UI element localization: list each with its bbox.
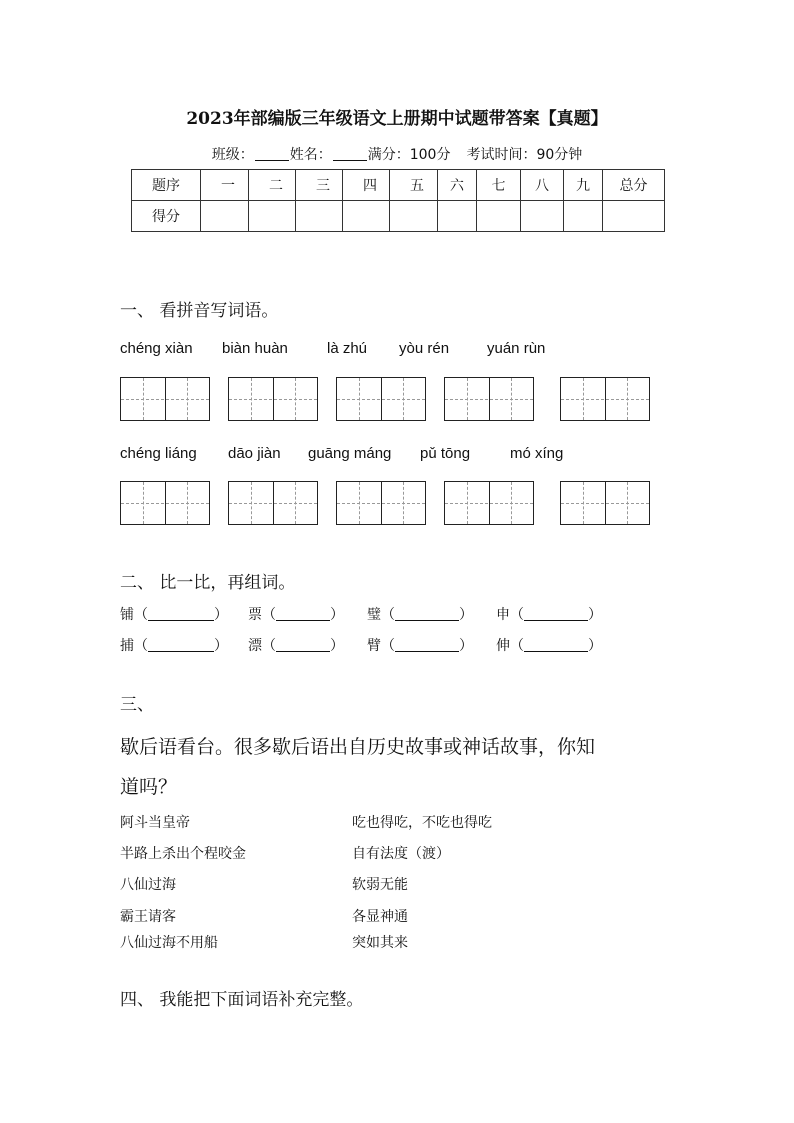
xiehouyu-left[interactable]: 八仙过海不用船: [120, 935, 218, 951]
pinyin-label: yuán rùn: [487, 340, 546, 357]
answer-blank[interactable]: [524, 606, 588, 621]
xiehouyu-left[interactable]: 八仙过海: [120, 877, 176, 893]
tianzige-box[interactable]: [120, 481, 210, 525]
pinyin-label: chéng liáng: [120, 445, 197, 462]
section2-title: 二、 比一比，再组词。: [120, 573, 296, 593]
exam-info: [0, 144, 794, 164]
compare-item: 捕（ ）: [120, 638, 228, 654]
compare-item: 申（ ）: [496, 607, 602, 623]
score-header-cell: 题序: [132, 170, 201, 201]
answer-blank[interactable]: [395, 606, 459, 621]
score-row-label: 得分: [132, 201, 201, 232]
class-blank[interactable]: [255, 146, 289, 161]
score-header-cell: 四: [343, 170, 390, 201]
score-table-header-row: [132, 170, 665, 201]
tianzige-box[interactable]: [336, 377, 426, 421]
pinyin-label: yòu rén: [399, 340, 450, 357]
score-cell[interactable]: [521, 201, 564, 232]
name-blank[interactable]: [333, 146, 367, 161]
xiehouyu-left[interactable]: 阿斗当皇帝: [120, 815, 190, 831]
tianzige-box[interactable]: [120, 377, 210, 421]
xiehouyu-left[interactable]: 霸王请客: [120, 909, 176, 925]
xiehouyu-right[interactable]: 吃也得吃，不吃也得吃: [352, 815, 492, 831]
tianzige-box[interactable]: [444, 481, 534, 525]
compare-item: 伸（ ）: [496, 638, 602, 654]
pinyin-label: pǔ tōng: [420, 445, 471, 462]
compare-item: 票（ ）: [248, 607, 344, 623]
section1-title: 一、 看拼音写词语。: [120, 301, 279, 321]
score-table-score-row: [132, 201, 665, 232]
answer-blank[interactable]: [395, 637, 459, 652]
score-cell[interactable]: [249, 201, 296, 232]
xiehouyu-right[interactable]: 各显神通: [352, 909, 408, 925]
section4-title: 四、 我能把下面词语补充完整。: [120, 990, 364, 1010]
exam-time: 考试时间：90分钟: [466, 147, 583, 163]
compare-item: 铺（ ）: [120, 607, 228, 623]
score-cell[interactable]: [343, 201, 390, 232]
score-header-cell: 六: [438, 170, 477, 201]
score-header-cell: 一: [201, 170, 249, 201]
tianzige-box[interactable]: [336, 481, 426, 525]
score-table: [131, 169, 665, 232]
score-header-cell: 五: [390, 170, 438, 201]
section3-prompt: 歇后语看台。很多歇后语出自历史故事或神话故事，你知: [120, 736, 596, 758]
class-label: 班级：: [211, 147, 254, 163]
full-score: 满分：100分: [367, 147, 451, 163]
pinyin-label: guāng máng: [308, 445, 392, 462]
score-cell[interactable]: [296, 201, 343, 232]
score-cell[interactable]: [564, 201, 603, 232]
score-header-cell: 九: [564, 170, 603, 201]
pinyin-label: là zhú: [327, 340, 368, 357]
score-cell[interactable]: [201, 201, 249, 232]
tianzige-box[interactable]: [560, 377, 650, 421]
answer-blank[interactable]: [148, 606, 214, 621]
xiehouyu-right[interactable]: 突如其来: [352, 935, 408, 951]
pinyin-label: chéng xiàn: [120, 340, 193, 357]
score-header-cell: 七: [477, 170, 521, 201]
compare-item: 漂（ ）: [248, 638, 344, 654]
tianzige-box[interactable]: [228, 481, 318, 525]
compare-item: 璧（ ）: [367, 607, 473, 623]
xiehouyu-left[interactable]: 半路上杀出个程咬金: [120, 846, 246, 862]
score-header-cell: 八: [521, 170, 564, 201]
score-header-cell: 二: [249, 170, 296, 201]
name-label: 姓名：: [289, 147, 332, 163]
section3-prompt-cont: 道吗？: [120, 776, 178, 798]
page-title: 2023年部编版三年级语文上册期中试题带答案【真题】: [186, 109, 608, 129]
tianzige-box[interactable]: [228, 377, 318, 421]
answer-blank[interactable]: [524, 637, 588, 652]
pinyin-label: mó xíng: [510, 445, 564, 462]
answer-blank[interactable]: [148, 637, 214, 652]
score-cell[interactable]: [477, 201, 521, 232]
answer-blank[interactable]: [276, 637, 330, 652]
tianzige-box[interactable]: [444, 377, 534, 421]
pinyin-label: dāo jiàn: [228, 445, 281, 462]
score-cell[interactable]: [603, 201, 665, 232]
answer-blank[interactable]: [276, 606, 330, 621]
section3-title: 三、: [120, 695, 154, 715]
compare-item: 臂（ ）: [367, 638, 473, 654]
score-cell[interactable]: [438, 201, 477, 232]
score-cell[interactable]: [390, 201, 438, 232]
xiehouyu-right[interactable]: 软弱无能: [352, 877, 408, 893]
tianzige-box[interactable]: [560, 481, 650, 525]
score-header-cell: 总分: [603, 170, 665, 201]
score-header-cell: 三: [296, 170, 343, 201]
pinyin-label: biàn huàn: [222, 340, 288, 357]
xiehouyu-right[interactable]: 自有法度（渡）: [352, 846, 450, 862]
